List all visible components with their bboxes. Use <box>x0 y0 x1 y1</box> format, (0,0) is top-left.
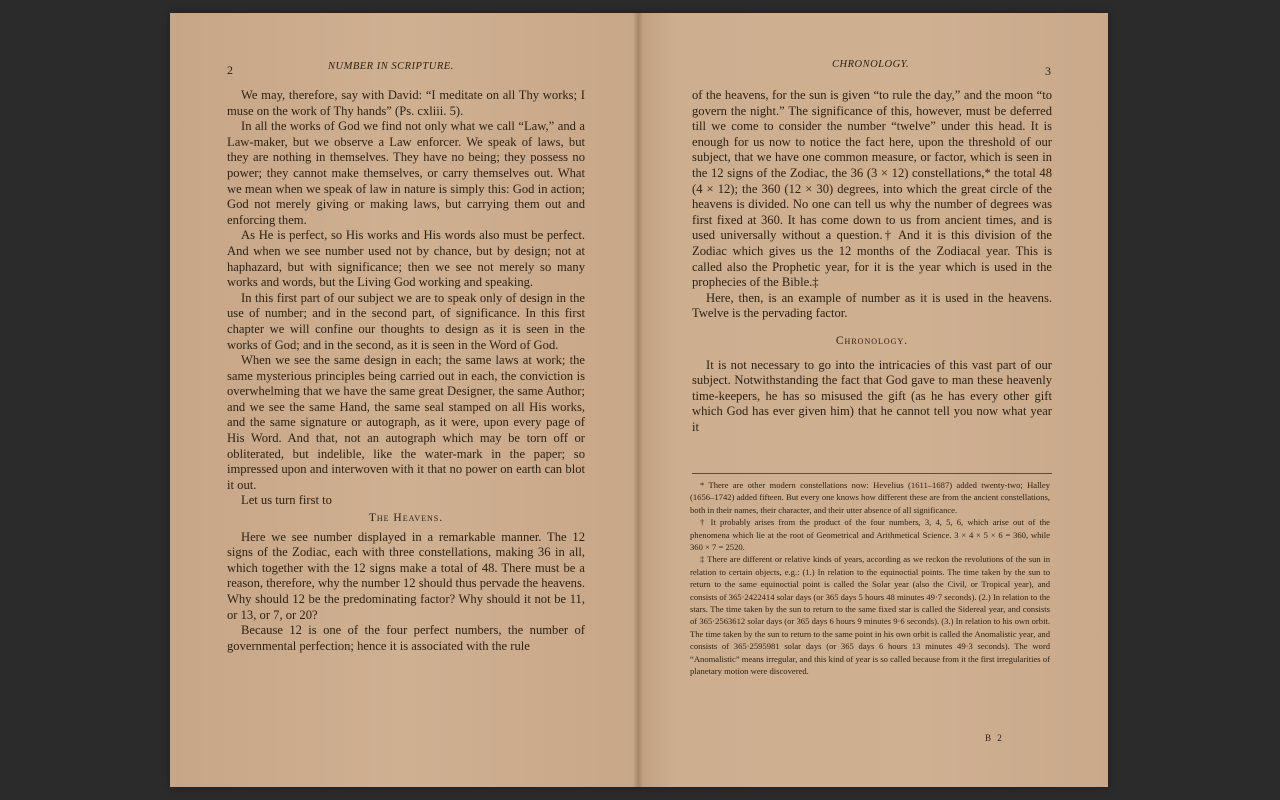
left-paragraph: In all the works of God we find not only what we call “Law,” and a Law-maker, but we observe a Law enforcer. We speak of laws, but they are nothing in themselves. They have no being; they possess no power; they cannot make themselves, or carry themselves out. What we mean when we speak of law in nature is simply this: God in action; God not merely giving or making laws, but carrying them out and enforcing them. <box>227 119 585 227</box>
right-paragraph: It is not necessary to go into the intricacies of this vast part of our subject. Notwithstanding the fact that God gave to man these heavenly time-keepers, he has so misused the gift (as he has every other gift which God has ever given him) that he cannot tell you now what year it <box>692 357 1052 434</box>
book-gutter <box>633 13 643 787</box>
left-paragraph: In this first part of our subject we are to speak only of design in the use of number; and in the second part, of significance. In this first chapter we will confine our thoughts to design as it is seen in the works of God; and in the second, as it is seen in the Word of God. <box>227 290 585 352</box>
section-heading-chronology: Chronology. <box>835 334 909 347</box>
left-paragraph: Because 12 is one of the four perfect numbers, the number of governmental perfection; hence it is associated with the rule <box>227 623 585 653</box>
left-paragraph: We may, therefore, say with David: “I meditate on all Thy works; I muse on the work of Thy hands” (Ps. cxliii. 5). <box>227 88 585 118</box>
section-heading-heavens: The Heavens. <box>368 512 444 525</box>
printer-signature: B 2 <box>985 733 1004 743</box>
right-paragraph: of the heavens, for the sun is given “to rule the day,” and the moon “to govern the night.” The significance of this, however, must be deferred till we come to consider the number “twelve” under this head. It is enough for us now to notice the fact here, upon the threshold of our subject, that we have one common measure, or factor, which is seen in the 12 signs of the Zodiac, the 36 (3 × 12) constellations,* the total 48 (4 × 12); the 360 (12 × 30) degrees, into which the great circle of the heavens is divided. No one can tell us why the number of degrees was first fixed at 360. It has come down to us from ancient times, and is used universally without a question.† And it is this division of the Zodiac which gives us the 12 months of the Zodiacal year. This is called also the Prophetic year, for it is the year which is used in the prophecies of the Bible.‡ <box>692 88 1052 290</box>
footnote: * There are other modern constellations now: Hevelius (1611–1687) added twenty-two; Halley (1656–1742) added fifteen. But every one knows how different these are from the ancient constellations, both in their names, their character, and their utter absence of all significance. <box>690 480 1050 515</box>
right-running-head: CHRONOLOGY. <box>832 59 910 70</box>
left-body-text <box>227 88 585 654</box>
left-running-head: NUMBER IN SCRIPTURE. <box>328 61 454 72</box>
right-paragraph: Here, then, is an example of number as it is used in the heavens. Twelve is the pervading factor. <box>692 290 1052 321</box>
footnote-rule <box>692 473 1052 474</box>
left-page-number: 2 <box>227 63 233 77</box>
left-paragraph: Let us turn first to <box>241 493 332 508</box>
right-body-text <box>692 88 1052 435</box>
left-paragraph: As He is perfect, so His works and His words also must be perfect. And when we see number used not by chance, but by design; not at haphazard, but with significance; then we see not merely so many works and words, but the Living God working and speaking. <box>227 228 585 290</box>
footnote: ‡ There are different or relative kinds of years, according as we reckon the revolutions of the sun in relation to certain objects, e.g.: (1.) In relation to the equinoctial points. The time taken by the sun to return to the same equinoctial point is called the Solar year (also the Civil, or Tropical year), and consists of 365·2422414 solar days (or 365 days 5 hours 48 minutes 49·7 seconds). (2.) In relation to the stars. The time taken by the sun to return to the same fixed star is called the Sidereal year, and consists of 365·2563612 solar days (or 365 days 6 hours 9 minutes 9·6 seconds). (3.) In relation to his own orbit. The time taken by the sun to return to the same point in his own orbit is called the Anomalistic year, and consists of 365·2595981 solar days (or 365 days 6 hours 13 minutes 49·3 seconds). The word “Anomalistic” means irregular, and this kind of year is so called because from it the first irregularities of planetary motion were discovered. <box>690 554 1050 677</box>
right-page-number: 3 <box>1045 64 1051 78</box>
footnotes <box>690 479 1050 678</box>
left-paragraph: When we see the same design in each; the same laws at work; the same mysterious principles being carried out in each, the conviction is overwhelming that we have the same great Designer, the same Author; and we see the same Hand, the same seal stamped on all His works, and the same signature or autograph, as it were, upon every page of His Word. And that, not an autograph which may be torn off or obliterated, but indelible, like the water-mark in the paper; so impressed upon and interwoven with it that no power on earth can blot it out. <box>227 353 585 492</box>
left-paragraph: Here we see number displayed in a remarkable manner. The 12 signs of the Zodiac, each with three constellations, making 36 in all, which together with the 12 signs make a total of 48. There must be a reason, therefore, why the number 12 should thus pervade the heavens. Why should 12 be the predominating factor? Why should it not be 11, or 13, or 7, or 20? <box>227 529 585 622</box>
book-spread-viewer <box>170 13 1108 787</box>
footnote: † It probably arises from the product of the four numbers, 3, 4, 5, 6, which arise out of the phenomena which lie at the root of Geometrical and Arithmetical Science. 3 × 4 × 5 × 6 = 360, while 360 × 7 = 2520. <box>690 517 1050 553</box>
